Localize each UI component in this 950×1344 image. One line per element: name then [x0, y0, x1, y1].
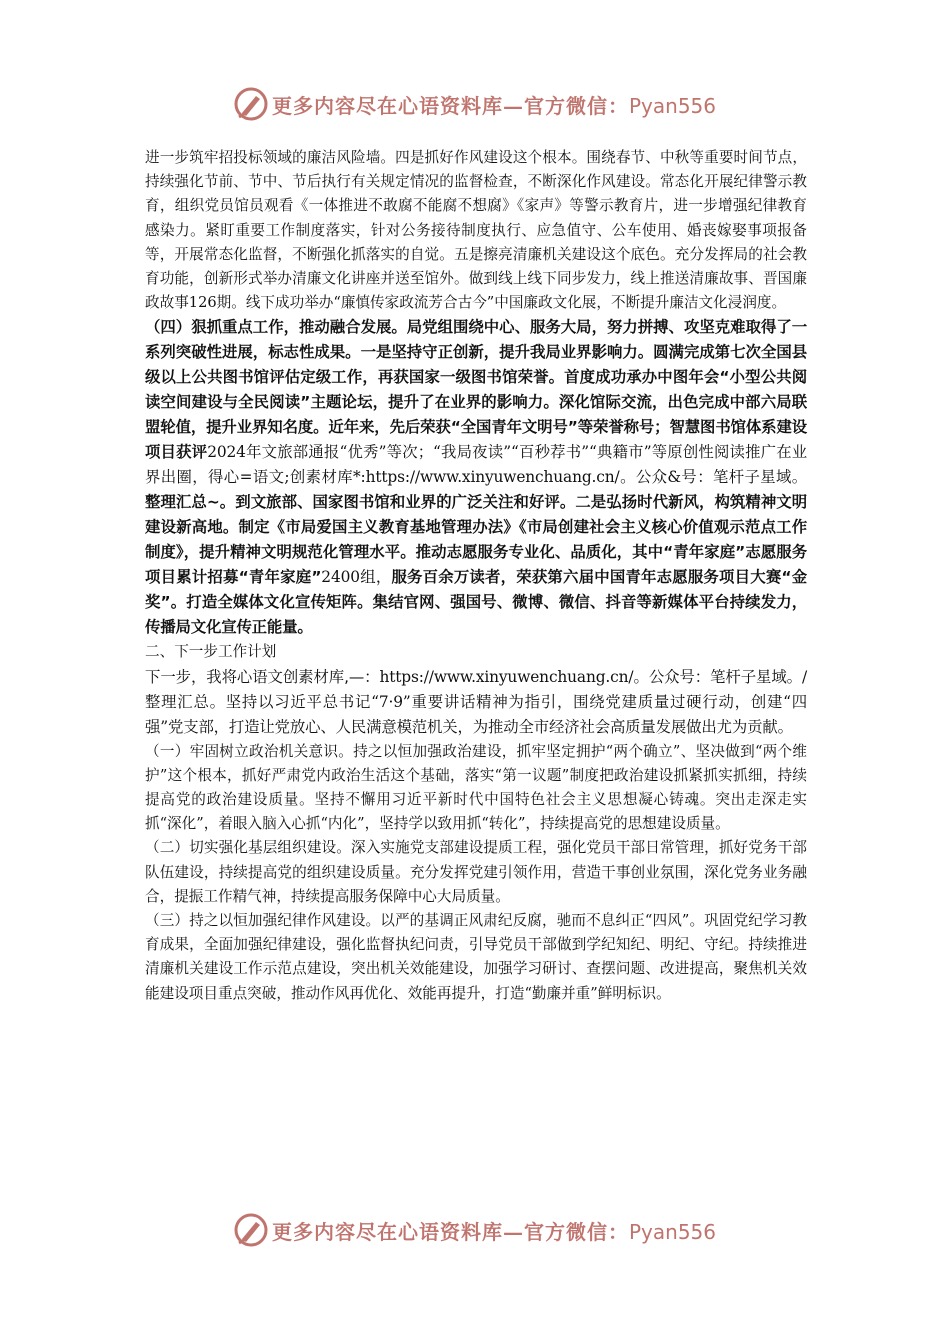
paragraph-political-awareness: （一）牢固树立政治机关意识。持之以恒加强政治建设，抓牢坚定拥护“两个确立”、坚决做到“两个维护”这个根本，抓好严肃党内政治生活这个基础，落实“第一议题”制度把政治建设抓紧抓实抓细，持续提高党的政治建设质量。坚持不懈用习近平新时代中国特色社会主义思想凝心铸魂。突出走深走实抓“深化”，着眼入脑入心抓“内化”，坚持学以致用抓“转化”，持续提高党的思想建设质量。 [145, 742, 807, 833]
banner-text: 更多内容尽在心语资料库—官方微信：Pyan556 [271, 1219, 716, 1244]
header-banner [0, 82, 950, 126]
footer-banner [0, 1208, 950, 1252]
paragraph-key-work: （四）狠抓重点工作，推动融合发展。局党组围绕中心、服务大局，努力拼搏、攻坚克难取得了一系列突破性进展，标志性成果。一是坚持守正创新，提升我局业界影响力。圆满完成第七次全国县级以上公共图书馆评估定级工作，再获国家一级图书馆荣誉。首度成功承办中图年会“小型公共阅读空间建设与全民阅读”主题论坛，提升了在业界的影响力。深化馆际交流，出色完成中部六局联盟轮值，提升业界知名度。近年来，先后荣获“全国青年文明号”等荣誉称号；智慧图书馆体系建设项目获评2024年文旅部通报“优秀”等次；“我局夜读”“百秒荐书”“典籍市”等原创性阅读推广在业界出圈，得心=语文;创素材库*:https://www.xinyuwenchuang.cn/。公众&号：笔杆子星域。整理汇总~。到文旅部、国家图书馆和业界的广泛关注和好评。二是弘扬时代新风，构筑精神文明建设新高地。制定《市局爱国主义教育基地管理办法》《市局创建社会主义核心价值观示范点工作制度》，提升精神文明规范化管理水平。推动志愿服务专业化、品质化，其中“青年家庭”志愿服务项目累计招募“青年家庭”2400组，服务百余万读者，荣获第六届中国青年志愿服务项目大赛“金奖”。打造全媒体文化宣传矩阵。集结官网、强国号、微博、微信、抖音等新媒体平台持续发力，传播局文化宣传正能量。 [145, 318, 808, 637]
banner-text: 更多内容尽在心语资料库—官方微信：Pyan556 [271, 93, 716, 118]
pen-circle-logo-icon [234, 87, 268, 121]
paragraph-anti-corruption: 进一步筑牢招投标领域的廉洁风险墙。四是抓好作风建设这个根本。围绕春节、中秋等重要时间节点，持续强化节前、节中、节后执行有关规定情况的监督检查，不断深化作风建设。常态化开展纪律警示教育，组织党员馆员观看《一体推进不敢腐不能腐不想腐》《家声》等警示教育片，进一步增强纪律教育感染力。紧盯重要工作制度落实，针对公务接待制度执行、应急值守、公车使用、婚丧嫁娶事项报备等，开展常态化监督，不断强化抓落实的自觉。五是擦亮清廉机关建设这个底色。充分发挥局的社会教育功能，创新形式举办清廉文化讲座并送至馆外。做到线上线下同步发力，线上推送清廉故事、晋国廉政故事126期。线下成功举办“廉慎传家政流芳合古今”中国廉政文化展，不断提升廉洁文化浸润度。 [145, 149, 807, 312]
section-heading-next-plan: 二、下一步工作计划 [145, 643, 277, 661]
paragraph-discipline-style: （三）持之以恒加强纪律作风建设。以严的基调正风肃纪反腐，驰而不息纠正“四风”。巩固党纪学习教育成果，全面加强纪律建设，强化监督执纪问责，引导党员干部做到学纪知纪、明纪、守纪。持续推进清廉机关建设工作示范点建设，突出机关效能建设，加强学习研讨、查摆问题、改进提高，聚焦机关效能建设项目重点突破，推动作风再优化、效能再提升，打造“勤廉并重”鲜明标识。 [145, 912, 807, 1002]
paragraph-grassroots-organization: （二）切实强化基层组织建设。深入实施党支部建设提质工程，强化党员干部日常管理，抓好党务干部队伍建设，持续提高党的组织建设质量。充分发挥党建引领作用，营造干事创业氛围，深化党务业务融合，提振工作精气神，持续提高服务保障中心大局质量。 [145, 839, 807, 905]
pen-circle-logo-icon [234, 1213, 268, 1247]
document-body [145, 146, 807, 1006]
paragraph-next-step: 下一步，我将心语文创素材库,—：https://www.xinyuwenchuang.cn/。公众号：笔杆子星域。/整理汇总。坚持以习近平总书记“7·9”重要讲话精神为指引，围绕党建质量过硬行动，创建“四强”党支部，打造让党放心、人民满意模范机关，为推动全市经济社会高质量发展做出尤为贡献。 [145, 667, 807, 736]
